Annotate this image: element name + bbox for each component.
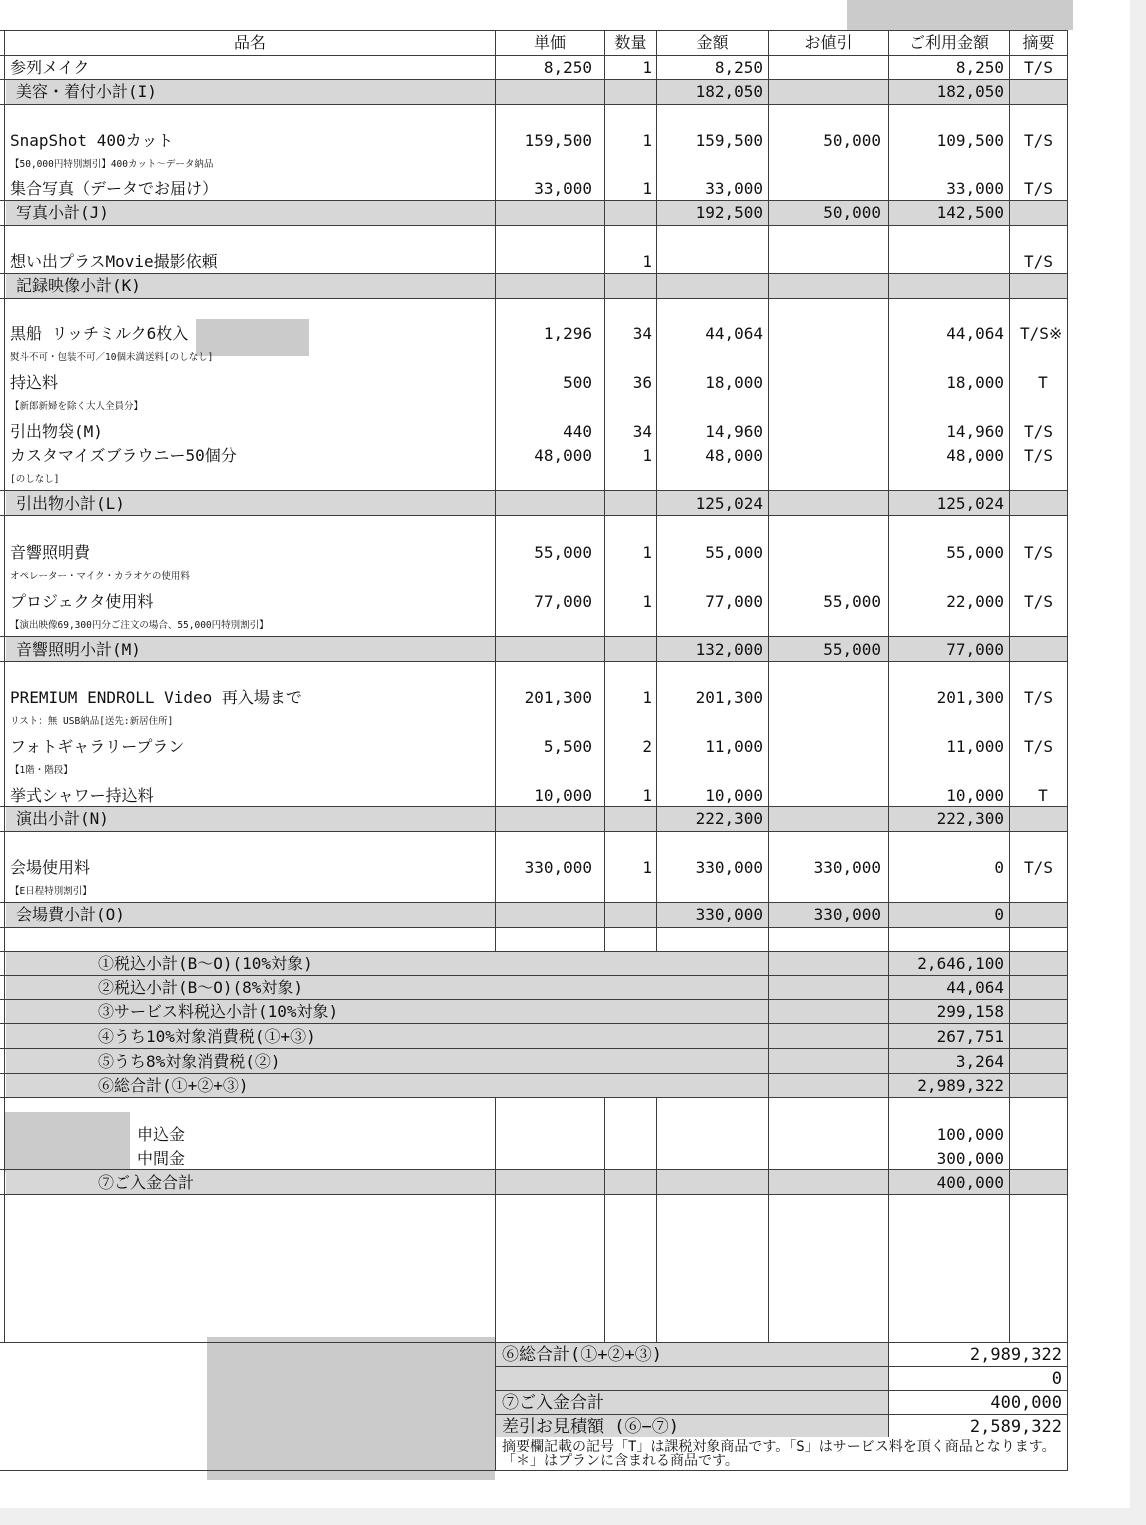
item-name: カスタマイズブラウニー50個分 bbox=[10, 446, 237, 465]
rule bbox=[0, 975, 1068, 976]
subtotal-discount: 50,000 bbox=[823, 203, 881, 222]
subtotal-label: 会場費小計(O) bbox=[16, 905, 125, 924]
payment-total-value: 400,000 bbox=[936, 1173, 1004, 1192]
item-unit-price: 48,000 bbox=[534, 446, 592, 465]
redacted-block-top bbox=[847, 0, 1073, 30]
item-unit-price: 77,000 bbox=[534, 592, 592, 611]
subtotal-label: 音響照明小計(M) bbox=[16, 640, 141, 659]
summary-value: 0 bbox=[1051, 1369, 1062, 1389]
rule bbox=[0, 831, 1068, 832]
item-amount: 10,000 bbox=[705, 786, 763, 805]
item-remark: T bbox=[1038, 373, 1048, 392]
item-name: 参列メイク bbox=[10, 58, 90, 77]
item-usage-amount: 55,000 bbox=[946, 543, 1004, 562]
item-note: 熨斗不可・包装不可／10個未満送料[のしなし] bbox=[10, 352, 214, 363]
item-unit-price: 5,500 bbox=[543, 737, 592, 756]
rule bbox=[0, 225, 1068, 226]
subtotal-label: 演出小計(N) bbox=[16, 809, 109, 828]
item-amount: 14,960 bbox=[705, 422, 763, 441]
rule bbox=[496, 1414, 1068, 1415]
item-remark: T/S bbox=[1024, 858, 1053, 877]
item-usage-amount: 22,000 bbox=[946, 592, 1004, 611]
summary-label: 差引お見積額 (⑥−⑦) bbox=[502, 1417, 679, 1437]
rule bbox=[0, 490, 1068, 491]
redacted-block-stamp bbox=[207, 1337, 495, 1480]
rule bbox=[0, 927, 1068, 928]
rule bbox=[0, 1470, 1068, 1471]
rule bbox=[0, 79, 1068, 80]
item-qty: 1 bbox=[642, 786, 652, 805]
item-amount: 8,250 bbox=[714, 58, 763, 77]
item-qty: 1 bbox=[642, 446, 652, 465]
item-amount: 48,000 bbox=[705, 446, 763, 465]
header-unit-price: 単価 bbox=[533, 33, 566, 52]
rule bbox=[496, 1390, 1068, 1391]
total-label: ①税込小計(B～O)(10%対象) bbox=[98, 954, 313, 973]
payment-label: 申込金 bbox=[137, 1125, 186, 1144]
rule bbox=[495, 1097, 496, 1471]
total-label: ⑤うち8%対象消費税(②) bbox=[98, 1052, 281, 1071]
item-amount: 18,000 bbox=[705, 373, 763, 392]
subtotal-usage: 0 bbox=[994, 905, 1004, 924]
subtotal-amount: 192,500 bbox=[695, 203, 763, 222]
item-usage-amount: 11,000 bbox=[946, 737, 1004, 756]
rule bbox=[1067, 30, 1068, 1471]
item-unit-price: 8,250 bbox=[543, 58, 592, 77]
total-label: ②税込小計(B～O)(8%対象) bbox=[98, 978, 304, 997]
item-qty: 1 bbox=[642, 543, 652, 562]
item-amount: 201,300 bbox=[695, 688, 763, 707]
subtotal-band-k bbox=[6, 274, 1068, 298]
item-amount: 33,000 bbox=[705, 179, 763, 198]
rule bbox=[0, 104, 1068, 105]
item-discount: 50,000 bbox=[823, 131, 881, 150]
item-name: PREMIUM ENDROLL Video 再入場まで bbox=[10, 688, 302, 707]
rule bbox=[1009, 30, 1010, 1342]
item-unit-price: 500 bbox=[563, 373, 592, 392]
item-remark: T/S bbox=[1024, 422, 1053, 441]
item-note: 【E日程特別割引】 bbox=[10, 886, 92, 897]
summary-value: 400,000 bbox=[990, 1393, 1062, 1413]
item-usage-amount: 48,000 bbox=[946, 446, 1004, 465]
payment-label: 中間金 bbox=[137, 1149, 186, 1168]
rule bbox=[0, 1048, 1068, 1049]
header-qty: 数量 bbox=[614, 33, 647, 52]
item-name: 想い出プラスMovie撮影依頼 bbox=[10, 252, 218, 271]
redacted-block-item bbox=[196, 319, 309, 356]
item-note: 【演出映像69,300円分ご注文の場合、55,000円特別割引】 bbox=[10, 620, 269, 631]
rule bbox=[0, 30, 1068, 31]
item-note: オペレーター・マイク・カラオケの使用料 bbox=[10, 571, 190, 582]
subtotal-amount: 132,000 bbox=[695, 640, 763, 659]
subtotal-usage: 142,500 bbox=[936, 203, 1004, 222]
rule bbox=[0, 55, 1068, 56]
item-remark: T bbox=[1038, 786, 1048, 805]
item-amount: 77,000 bbox=[705, 592, 763, 611]
item-qty: 34 bbox=[632, 422, 652, 441]
item-remark: T/S bbox=[1024, 592, 1053, 611]
redacted-block-payer bbox=[4, 1112, 130, 1172]
subtotal-label: 美容・着付小計(I) bbox=[16, 82, 157, 101]
total-value: 299,158 bbox=[936, 1002, 1004, 1021]
summary-label: ⑦ご入金合計 bbox=[502, 1393, 604, 1413]
item-name: 集合写真（データでお届け） bbox=[10, 179, 219, 198]
subtotal-discount: 55,000 bbox=[823, 640, 881, 659]
item-discount: 330,000 bbox=[813, 858, 881, 877]
total-value: 267,751 bbox=[936, 1027, 1004, 1046]
item-unit-price: 330,000 bbox=[524, 858, 592, 877]
item-unit-price: 10,000 bbox=[534, 786, 592, 805]
footnote: 摘要欄記載の記号「T」は課税対象商品です。「S」はサービス料を頂く商品となります。「＊」はプランに含まれる商品です。 bbox=[502, 1439, 1056, 1469]
payment-total-label: ⑦ご入金合計 bbox=[98, 1173, 195, 1192]
subtotal-label: 記録映像小計(K) bbox=[16, 276, 141, 295]
rule bbox=[768, 30, 769, 1342]
item-remark: T/S※ bbox=[1020, 324, 1063, 343]
total-value: 3,264 bbox=[955, 1052, 1004, 1071]
item-qty: 1 bbox=[642, 858, 652, 877]
item-name: プロジェクタ使用料 bbox=[10, 592, 154, 611]
total-value: 2,646,100 bbox=[917, 954, 1004, 973]
item-qty: 1 bbox=[642, 179, 652, 198]
item-note: 【50,000円特別割引】400カット～データ納品 bbox=[10, 159, 214, 170]
rule bbox=[0, 1097, 1068, 1098]
item-qty: 1 bbox=[642, 688, 652, 707]
rule bbox=[0, 200, 1068, 201]
summary-value: 2,989,322 bbox=[969, 1345, 1062, 1365]
rule bbox=[0, 1194, 1068, 1195]
item-unit-price: 55,000 bbox=[534, 543, 592, 562]
item-remark: T/S bbox=[1024, 252, 1053, 271]
item-qty: 2 bbox=[642, 737, 652, 756]
item-remark: T/S bbox=[1024, 58, 1053, 77]
item-remark: T/S bbox=[1024, 688, 1053, 707]
item-note: 【新郎新婦を除く大人全員分】 bbox=[10, 401, 144, 412]
item-remark: T/S bbox=[1024, 543, 1053, 562]
item-unit-price: 1,296 bbox=[543, 324, 592, 343]
total-value: 44,064 bbox=[946, 978, 1004, 997]
subtotal-usage: 222,300 bbox=[936, 809, 1004, 828]
rule bbox=[0, 661, 1068, 662]
rule bbox=[0, 999, 1068, 1000]
item-amount: 44,064 bbox=[705, 324, 763, 343]
rule bbox=[0, 1023, 1068, 1024]
item-usage-amount: 44,064 bbox=[946, 324, 1004, 343]
rule bbox=[0, 298, 1068, 299]
item-unit-price: 201,300 bbox=[524, 688, 592, 707]
rule bbox=[0, 902, 1068, 903]
summary-value: 2,589,322 bbox=[969, 1417, 1062, 1437]
item-unit-price: 159,500 bbox=[524, 131, 592, 150]
item-usage-amount: 18,000 bbox=[946, 373, 1004, 392]
rule bbox=[888, 30, 889, 1437]
subtotal-amount: 330,000 bbox=[695, 905, 763, 924]
item-amount: 55,000 bbox=[705, 543, 763, 562]
summary-label: ⑥総合計(①+②+③) bbox=[502, 1345, 662, 1365]
rule bbox=[0, 1342, 1068, 1343]
header-amount: 金額 bbox=[696, 33, 729, 52]
item-qty: 1 bbox=[642, 58, 652, 77]
rule bbox=[0, 951, 1068, 952]
item-name: 黒船 リッチミルク6枚入 bbox=[10, 324, 189, 343]
item-usage-amount: 33,000 bbox=[946, 179, 1004, 198]
item-usage-amount: 201,300 bbox=[936, 688, 1004, 707]
item-note: 【1階・階段】 bbox=[10, 765, 73, 776]
item-remark: T/S bbox=[1024, 446, 1053, 465]
item-remark: T/S bbox=[1024, 131, 1053, 150]
total-value: 2,989,322 bbox=[917, 1076, 1004, 1095]
item-unit-price: 440 bbox=[563, 422, 592, 441]
rule bbox=[656, 1097, 657, 1342]
item-remark: T/S bbox=[1024, 737, 1053, 756]
item-name: 挙式シャワー持込料 bbox=[10, 786, 154, 805]
header-discount: お値引 bbox=[804, 33, 853, 52]
subtotal-usage: 182,050 bbox=[936, 82, 1004, 101]
item-note: リスト：無 USB納品[送先:新居住所] bbox=[10, 716, 174, 727]
item-unit-price: 33,000 bbox=[534, 179, 592, 198]
subtotal-discount: 330,000 bbox=[813, 905, 881, 924]
item-amount: 159,500 bbox=[695, 131, 763, 150]
item-qty: 34 bbox=[632, 324, 652, 343]
payment-value: 300,000 bbox=[936, 1149, 1004, 1168]
item-note: [のしなし] bbox=[10, 474, 60, 485]
item-amount: 11,000 bbox=[705, 737, 763, 756]
item-amount: 330,000 bbox=[695, 858, 763, 877]
item-name: 持込料 bbox=[10, 373, 59, 392]
subtotal-usage: 77,000 bbox=[946, 640, 1004, 659]
item-usage-amount: 14,960 bbox=[946, 422, 1004, 441]
item-usage-amount: 0 bbox=[994, 858, 1004, 877]
rule bbox=[604, 1097, 605, 1342]
item-qty: 1 bbox=[642, 252, 652, 271]
rule bbox=[0, 515, 1068, 516]
item-usage-amount: 109,500 bbox=[936, 131, 1004, 150]
item-name: フォトギャラリープラン bbox=[10, 737, 185, 756]
rule bbox=[0, 806, 1068, 807]
item-usage-amount: 8,250 bbox=[955, 58, 1004, 77]
subtotal-label: 引出物小計(L) bbox=[16, 494, 125, 513]
item-qty: 1 bbox=[642, 592, 652, 611]
subtotal-amount: 182,050 bbox=[695, 82, 763, 101]
subtotal-label: 写真小計(J) bbox=[16, 203, 109, 222]
rule bbox=[496, 1366, 1068, 1367]
subtotal-usage: 125,024 bbox=[936, 494, 1004, 513]
item-usage-amount: 10,000 bbox=[946, 786, 1004, 805]
header-name: 品名 bbox=[233, 33, 266, 52]
subtotal-amount: 222,300 bbox=[695, 809, 763, 828]
item-name: 引出物袋(M) bbox=[10, 422, 103, 441]
rule bbox=[604, 30, 605, 951]
rule bbox=[4, 30, 5, 1342]
header-usage-amount: ご利用金額 bbox=[908, 33, 989, 52]
rule bbox=[0, 1169, 1068, 1170]
rule bbox=[0, 636, 1068, 637]
rule bbox=[495, 30, 496, 951]
total-label: ④うち10%対象消費税(①+③) bbox=[98, 1027, 316, 1046]
rule bbox=[0, 1073, 1068, 1074]
total-label: ⑥総合計(①+②+③) bbox=[98, 1076, 249, 1095]
payment-value: 100,000 bbox=[936, 1125, 1004, 1144]
header-remarks: 摘要 bbox=[1022, 33, 1055, 52]
item-qty: 1 bbox=[642, 131, 652, 150]
total-label: ③サービス料税込小計(10%対象) bbox=[98, 1002, 339, 1021]
item-name: 音響照明費 bbox=[10, 543, 91, 562]
item-remark: T/S bbox=[1024, 179, 1053, 198]
item-qty: 36 bbox=[632, 373, 652, 392]
item-name: 会場使用料 bbox=[10, 858, 91, 877]
subtotal-amount: 125,024 bbox=[695, 494, 763, 513]
rule bbox=[0, 273, 1068, 274]
item-discount: 55,000 bbox=[823, 592, 881, 611]
item-name: SnapShot 400カット bbox=[10, 131, 174, 150]
